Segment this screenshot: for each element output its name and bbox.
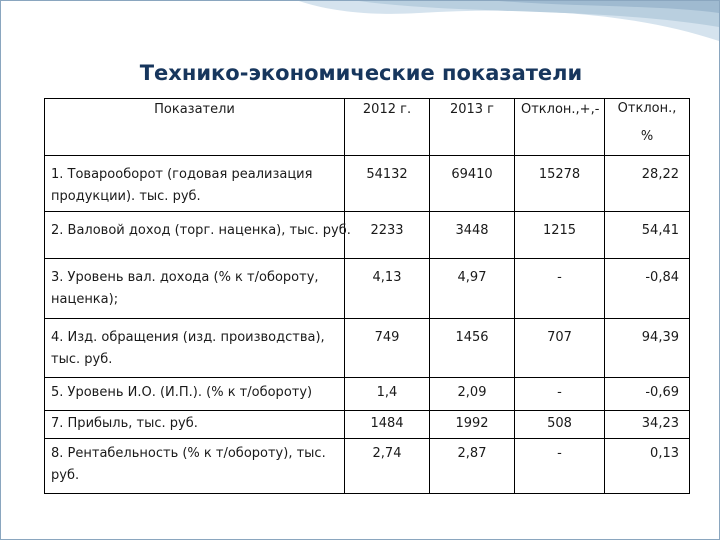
table-header-row — [45, 99, 690, 156]
header-deviation-pct-line2: % — [640, 129, 654, 144]
value-deviation: 15278 — [515, 156, 605, 212]
value-deviation: 707 — [515, 319, 605, 378]
value-deviation-pct: 28,22 — [605, 156, 690, 212]
value-2013: 3448 — [430, 212, 515, 259]
value-2012: 1484 — [345, 411, 430, 439]
value-2012: 4,13 — [345, 259, 430, 319]
value-2012: 749 — [345, 319, 430, 378]
row-label: 1. Товарооборот (годовая реализация продукции). тыс. руб. — [45, 156, 345, 212]
value-deviation-pct: 0,13 — [605, 439, 690, 494]
value-2012: 54132 — [345, 156, 430, 212]
row-label: 3. Уровень вал. дохода (% к т/обороту, наценка); — [45, 259, 345, 319]
header-deviation-pct — [605, 99, 690, 156]
value-deviation: - — [515, 378, 605, 411]
value-deviation: 508 — [515, 411, 605, 439]
header-indicator: Показатели — [45, 99, 345, 156]
value-2012: 1,4 — [345, 378, 430, 411]
header-2013: 2013 г — [430, 99, 515, 156]
value-2012: 2,74 — [345, 439, 430, 494]
header-deviation-pct-line1: Отклон., — [617, 101, 677, 116]
decorative-swoosh — [299, 1, 719, 41]
row-label: 5. Уровень И.О. (И.П.). (% к т/обороту) — [45, 378, 345, 411]
table-row — [45, 212, 690, 259]
value-2013: 1992 — [430, 411, 515, 439]
value-deviation: 1215 — [515, 212, 605, 259]
value-2013: 4,97 — [430, 259, 515, 319]
row-label: 8. Рентабельность (% к т/обороту), тыс. руб. — [45, 439, 345, 494]
header-2012: 2012 г. — [345, 99, 430, 156]
row-label: 7. Прибыль, тыс. руб. — [45, 411, 345, 439]
row-label: 4. Изд. обращения (изд. производства), тыс. руб. — [45, 319, 345, 378]
value-deviation-pct: -0,69 — [605, 378, 690, 411]
value-deviation-pct: 54,41 — [605, 212, 690, 259]
page-title: Технико-экономические показатели — [139, 61, 583, 85]
table-row — [45, 378, 690, 411]
value-deviation: - — [515, 259, 605, 319]
indicators-table — [44, 98, 690, 494]
table-row — [45, 411, 690, 439]
value-2013: 1456 — [430, 319, 515, 378]
value-2013: 69410 — [430, 156, 515, 212]
value-2012: 2233 — [345, 212, 430, 259]
row-label: 2. Валовой доход (торг. наценка), тыс. руб. — [45, 212, 345, 259]
table-row — [45, 259, 690, 319]
value-deviation: - — [515, 439, 605, 494]
table-row — [45, 439, 690, 494]
value-deviation-pct: -0,84 — [605, 259, 690, 319]
header-deviation-abs: Отклон.,+,- — [515, 99, 605, 156]
table-row — [45, 156, 690, 212]
value-deviation-pct: 94,39 — [605, 319, 690, 378]
value-2013: 2,09 — [430, 378, 515, 411]
table-row — [45, 319, 690, 378]
value-deviation-pct: 34,23 — [605, 411, 690, 439]
value-2013: 2,87 — [430, 439, 515, 494]
